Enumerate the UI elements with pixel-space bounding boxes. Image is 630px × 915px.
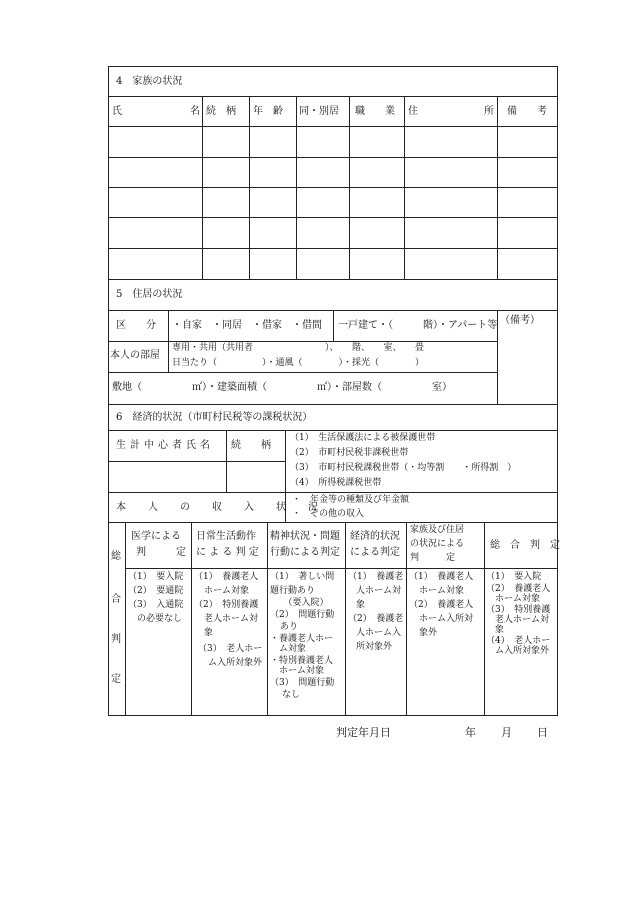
economic-option: 人ホーム入 xyxy=(356,628,402,638)
judge-side-2: 合 xyxy=(111,594,121,605)
section-5-title: 5 住居の状況 xyxy=(116,289,183,300)
family-header-2: の状況による xyxy=(410,539,465,549)
family-option: （1） 養護老人 xyxy=(409,572,474,582)
header-age: 年 齢 xyxy=(253,106,283,117)
mental-option: ・特別養護老人 xyxy=(270,656,334,666)
judgement-date-month: 月 xyxy=(501,726,512,739)
tax-status-4: （4） 所得税課税世帯 xyxy=(290,478,382,488)
judge-side-4: 定 xyxy=(111,674,121,685)
overall-header: 総 合 判 定 xyxy=(490,540,560,551)
header-cohabit: 同・別居 xyxy=(299,106,339,117)
medical-option: （1） 要入院 xyxy=(128,572,184,582)
overall-option: （3） 特別養護 xyxy=(486,605,551,615)
mental-option: ホーム対象 xyxy=(270,666,325,676)
kubun-options: ・自家 ・同居 ・借家 ・借間 xyxy=(172,320,322,331)
header-address-2: 所 xyxy=(484,106,494,117)
income-pension: ・ 年金等の種類及び年金額 xyxy=(292,495,410,505)
mental-header-2: 行動による判定 xyxy=(270,547,340,558)
medical-option: （3） 入通院 xyxy=(128,600,184,610)
header-family-surname: 氏 xyxy=(112,106,122,117)
overall-option: 老人ホーム対 xyxy=(486,615,550,625)
tax-status-1: （1） 生活保護法による被保護世帯 xyxy=(290,433,436,443)
economic-option: （1） 養護老 xyxy=(348,572,404,582)
family-option: ホーム対象 xyxy=(419,586,465,596)
housing-remarks-label: （備考） xyxy=(500,315,540,326)
header-remarks: 備 考 xyxy=(507,106,547,117)
header-family-name: 名 xyxy=(190,106,200,117)
mental-option: 題行動あり xyxy=(270,586,316,596)
judgement-date-year: 年 xyxy=(465,726,476,739)
judge-side-3: 判 xyxy=(111,634,121,645)
adl-option: 老人ホーム対 xyxy=(204,614,259,624)
header-relation: 続 柄 xyxy=(206,106,236,117)
income-label: 本 人 の 収 入 状 況 xyxy=(116,502,324,513)
judgement-date-day: 日 xyxy=(537,726,548,739)
kubun-type: 一戸建て・（ 階）・アパート等 xyxy=(338,320,498,331)
adl-option: ホーム対象 xyxy=(204,586,250,596)
breadwinner-relation-label: 続 柄 xyxy=(231,440,271,451)
economic-header-1: 経済的状況 xyxy=(350,531,400,542)
family-header-1: 家族及び住居 xyxy=(410,525,465,535)
mental-option: （3） 問題行動 xyxy=(270,678,335,688)
room-line-1: 専用・共用（共用者 ）、 階、 室、 畳 xyxy=(172,343,425,353)
adl-option: ム入所対象外 xyxy=(208,658,263,668)
room-line-2: 日当たり（ ）・通風（ ）・採光（ ） xyxy=(172,358,425,368)
income-other: ・ その他の収入 xyxy=(292,509,365,519)
medical-header-2: 判 定 xyxy=(136,547,186,558)
overall-option: ホーム対象 xyxy=(486,594,541,604)
mental-option: （2） 問題行動 xyxy=(270,610,335,620)
adl-header-1: 日常生活動作 xyxy=(196,531,256,542)
kubun-label: 区 分 xyxy=(116,320,156,331)
medical-option: （2） 要通院 xyxy=(128,586,184,596)
tax-status-2: （2） 市町村民税非課税世帯 xyxy=(290,448,409,458)
site-info: 敷地（ ㎡）・建築面積（ ㎡）・部屋数（ 室） xyxy=(112,382,452,393)
judge-side-1: 総 xyxy=(111,551,121,562)
adl-header-2: に よ る 判 定 xyxy=(196,547,259,558)
section-4-title: 4 家族の状況 xyxy=(116,76,183,87)
economic-option: （2） 養護老 xyxy=(348,614,404,624)
breadwinner-name-label: 生計中心者氏名 xyxy=(116,440,214,451)
mental-option: ム対象 xyxy=(270,644,307,654)
mental-option: （要入院） xyxy=(270,598,329,608)
header-address-1: 住 xyxy=(408,106,418,117)
medical-option: の必要なし xyxy=(128,614,183,624)
overall-option: 象 xyxy=(486,625,505,635)
economic-option: 人ホーム対 xyxy=(356,586,402,596)
mental-option: あり xyxy=(280,622,299,632)
adl-option: （2） 特別養護 xyxy=(194,600,259,610)
header-occupation: 職 業 xyxy=(355,106,395,117)
mental-header-1: 精神状況・問題 xyxy=(270,531,340,542)
judgement-date-label: 判定年月日 xyxy=(336,726,391,739)
overall-option: （2） 養護老人 xyxy=(486,584,551,594)
mental-option: ・養護老人ホー xyxy=(270,634,334,644)
room-label: 本人の部屋 xyxy=(110,350,160,361)
adl-option: （3） 老人ホー xyxy=(198,644,263,654)
overall-option: （4） 老人ホー xyxy=(486,636,551,646)
economic-option: 象 xyxy=(356,600,366,610)
mental-option: （1） 著しい問 xyxy=(270,572,335,582)
adl-option: （1） 養護老人 xyxy=(194,572,259,582)
family-option: ホーム入所対 xyxy=(419,614,474,624)
overall-option: ム入所対象外 xyxy=(486,646,550,656)
medical-header-1: 医学による xyxy=(131,531,181,542)
economic-option: 所対象外 xyxy=(356,642,393,652)
mental-option: なし xyxy=(282,690,301,700)
family-header-3: 判 定 xyxy=(410,553,456,563)
section-6-title: 6 経済的状況（市町村民税等の課税状況） xyxy=(116,412,313,423)
overall-option: （1） 要入院 xyxy=(486,572,542,582)
economic-header-2: による判定 xyxy=(350,547,400,558)
family-option: （2） 養護老人 xyxy=(409,600,474,610)
tax-status-3: （3） 市町村民税課税世帯（・均等割 ・所得割 ） xyxy=(290,463,517,473)
adl-option: 象 xyxy=(204,628,214,638)
family-option: 象外 xyxy=(419,628,438,638)
